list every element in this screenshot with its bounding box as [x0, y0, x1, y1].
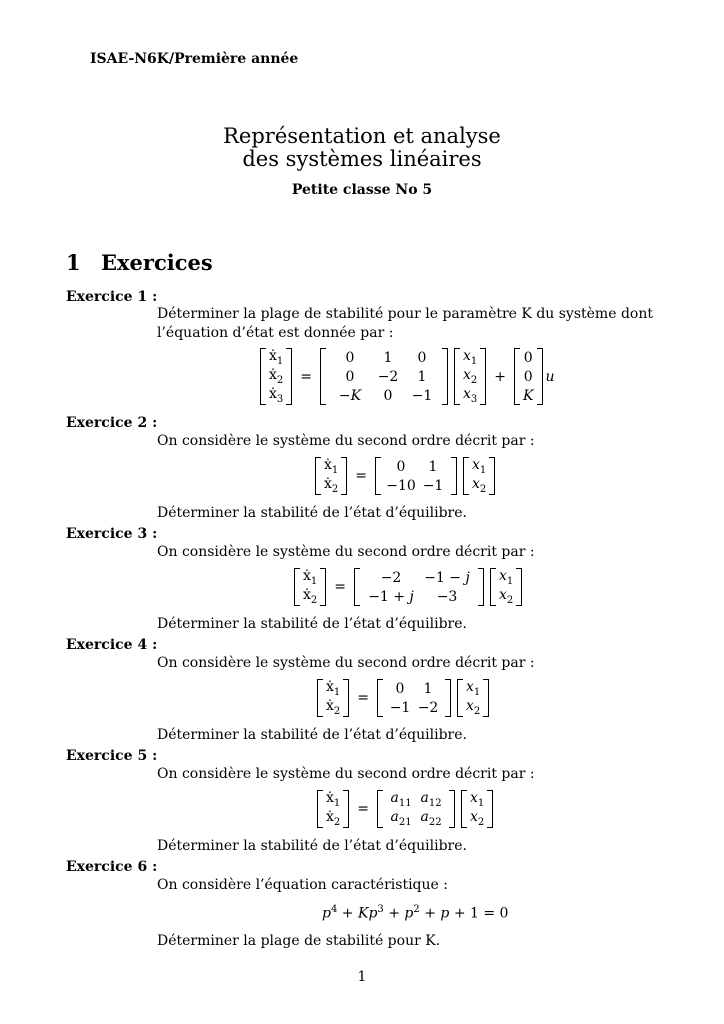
exercise-6-equation: $p^4 + Kp^3 + p^2 + p + 1 = 0$ — [322, 904, 509, 922]
exercise-2-text: On considère le système du second ordre décrit par : — [157, 433, 535, 449]
exercise-1-label: Exercice 1 : — [66, 289, 158, 305]
exercise-1-text: Déterminer la plage de stabilité pour le paramètre K du système dont l’équation d’état est donnée par : — [157, 306, 653, 341]
exercise-1-state-equation: ẋ$_1$ ẋ$_2$ ẋ$_3$ = 0 1 0 0 −2 1 −K 0 −1 $x_1$ $x_2$ $x_3$ + 0 0 K u — [257, 348, 555, 405]
exercise-4-question: Déterminer la stabilité de l’état d’équilibre. — [157, 727, 467, 743]
section-title: Exercices — [101, 250, 213, 275]
exercise-2-question: Déterminer la stabilité de l’état d’équilibre. — [157, 505, 467, 521]
exercise-4-equation: ẋ$_1$ ẋ$_2$ = 0 1 −1 −2 $x_1$ $x_2$ — [314, 679, 492, 717]
document-title — [0, 125, 724, 171]
exercise-5-text: On considère le système du second ordre décrit par : — [157, 766, 535, 782]
exercise-4-text: On considère le système du second ordre décrit par : — [157, 655, 535, 671]
exercise-3-equation: ẋ$_1$ ẋ$_2$ = −2 −1 − j −1 + j −3 $x_1$ $x_2$ — [291, 568, 525, 606]
section-number: 1 — [66, 250, 81, 275]
section-heading — [66, 250, 213, 275]
page-header: ISAE-N6K/Première année — [90, 51, 299, 67]
exercise-2-equation: ẋ$_1$ ẋ$_2$ = 0 1 −10 −1 $x_1$ $x_2$ — [312, 457, 498, 495]
document-subtitle: Petite classe No 5 — [291, 182, 433, 198]
exercise-2-label: Exercice 2 : — [66, 415, 158, 431]
page-number: 1 — [357, 969, 367, 985]
exercise-5-question: Déterminer la stabilité de l’état d’équilibre. — [157, 838, 467, 854]
exercise-3-question: Déterminer la stabilité de l’état d’équilibre. — [157, 616, 467, 632]
exercise-6-text: On considère l’équation caractéristique : — [157, 877, 448, 893]
title-line-1: Représentation et analyse — [223, 124, 501, 148]
exercise-5-equation: ẋ$_1$ ẋ$_2$ = $a_{11}$ $a_{12}$ $a_{21}$ $a_{22}$ $x_1$ $x_2$ — [314, 790, 496, 828]
exercise-3-text: On considère le système du second ordre décrit par : — [157, 544, 535, 560]
exercise-4-label: Exercice 4 : — [66, 637, 158, 653]
exercise-5-label: Exercice 5 : — [66, 748, 158, 764]
title-line-2: des systèmes linéaires — [242, 147, 482, 171]
exercise-6-question: Déterminer la plage de stabilité pour K. — [157, 933, 441, 949]
exercise-3-label: Exercice 3 : — [66, 526, 158, 542]
exercise-6-label: Exercice 6 : — [66, 859, 158, 875]
